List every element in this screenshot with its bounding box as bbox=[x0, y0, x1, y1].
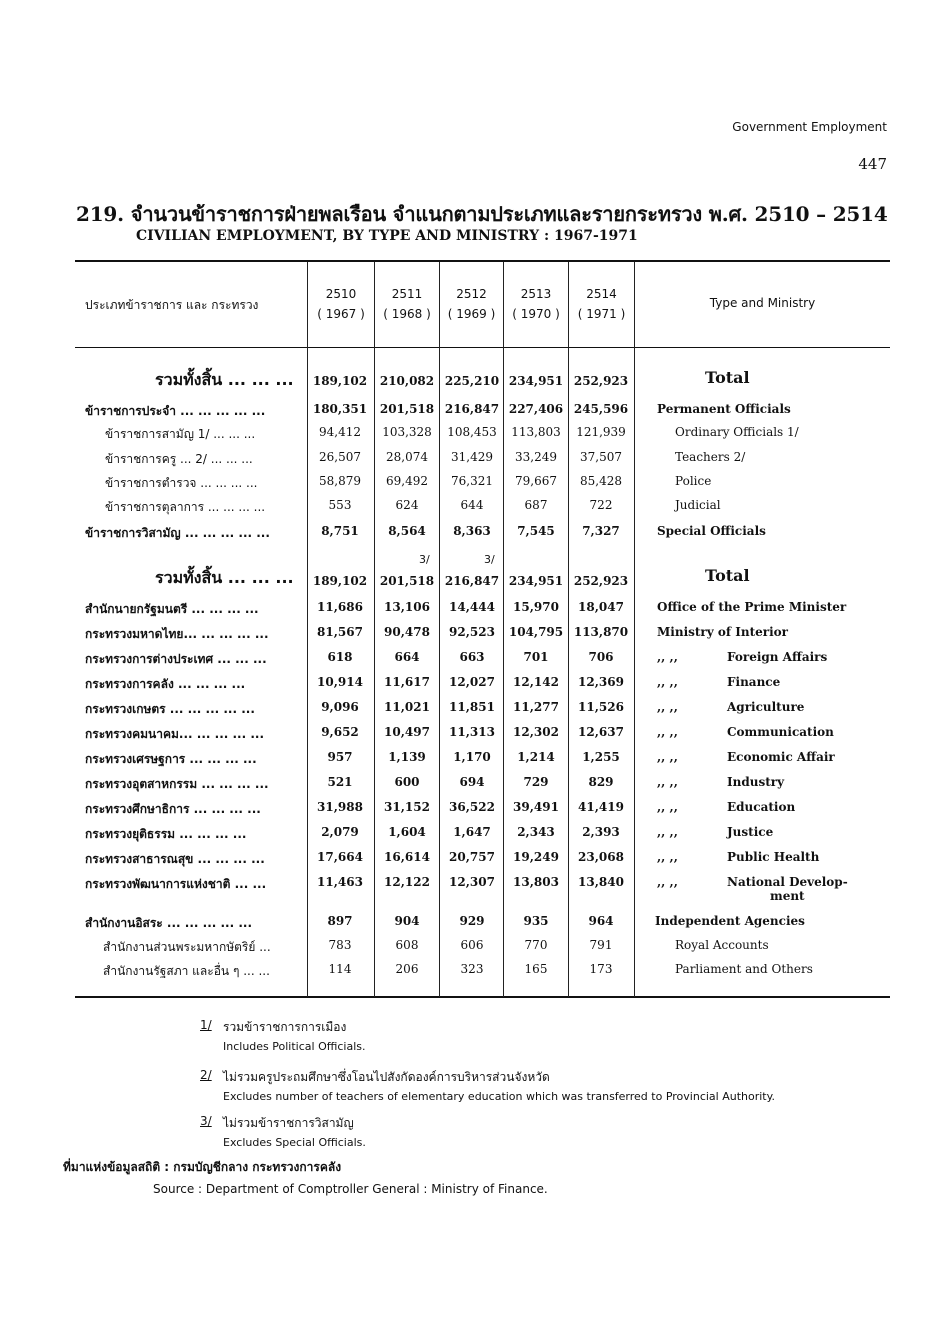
row-label-english bbox=[657, 750, 890, 764]
cell-value: 904 bbox=[394, 914, 420, 928]
row-label-thai: กระทรวงมหาดไทย... ... ... ... ... bbox=[85, 627, 269, 641]
ministry-row bbox=[75, 696, 890, 720]
year-be: 2510 bbox=[325, 287, 357, 301]
row-label-english bbox=[657, 725, 890, 739]
section-header: Government Employment bbox=[732, 120, 887, 134]
cell-value: 189,102 bbox=[312, 374, 368, 388]
footnote-english: Excludes Special Officials. bbox=[223, 1136, 366, 1149]
cell-value: 706 bbox=[588, 650, 614, 664]
cell-value: 23,068 bbox=[578, 850, 624, 864]
cell-value: 104,795 bbox=[508, 625, 564, 639]
cell-value: 2,079 bbox=[321, 825, 359, 839]
ditto-mark: ,, ,, bbox=[657, 650, 678, 664]
table-title-thai bbox=[76, 198, 896, 230]
row-label-thai: กระทรวงการต่างประเทศ ... ... ... bbox=[85, 652, 267, 666]
type-row bbox=[75, 520, 890, 544]
ministry-row bbox=[75, 596, 890, 620]
english-text: Independent Agencies bbox=[655, 914, 805, 928]
cell-value: 664 bbox=[394, 650, 420, 664]
ministry-row bbox=[75, 846, 890, 870]
row-label-english bbox=[657, 800, 890, 814]
row-label-english bbox=[657, 675, 890, 689]
english-text: Total bbox=[705, 566, 750, 585]
english-text: Judicial bbox=[675, 498, 721, 512]
cell-value: 90,478 bbox=[384, 625, 430, 639]
cell-value: 1,604 bbox=[388, 825, 426, 839]
english-text: Parliament and Others bbox=[675, 962, 813, 976]
cell-value: 94,412 bbox=[319, 425, 361, 439]
ditto-mark: ,, ,, bbox=[657, 825, 678, 839]
cell-value: 770 bbox=[524, 938, 548, 952]
english-text: Ordinary Officials 1/ bbox=[675, 425, 799, 439]
year-be: 2512 bbox=[456, 287, 487, 301]
cell-value: 606 bbox=[460, 938, 484, 952]
source-english: Source : Department of Comptroller General : Ministry of Finance. bbox=[153, 1182, 548, 1196]
row-label-english bbox=[657, 825, 890, 839]
cell-value: 13,106 bbox=[384, 600, 430, 614]
cell-value: 31,152 bbox=[384, 800, 430, 814]
year-ce: ( 1968 ) bbox=[383, 307, 431, 321]
cell-value: 12,637 bbox=[578, 725, 624, 739]
row-label-thai: ข้าราชการประจำ ... ... ... ... ... bbox=[85, 404, 266, 418]
english-text: Justice bbox=[727, 825, 774, 839]
english-text: Royal Accounts bbox=[675, 938, 769, 952]
english-text: National Develop- bbox=[727, 875, 848, 889]
cell-value: 600 bbox=[394, 775, 420, 789]
english-text: Permanent Officials bbox=[657, 402, 791, 416]
cell-value: 11,851 bbox=[449, 700, 495, 714]
cell-value: 608 bbox=[395, 938, 419, 952]
row-label-english bbox=[655, 914, 888, 928]
cell-value: 897 bbox=[327, 914, 353, 928]
cell-value: 957 bbox=[327, 750, 353, 764]
year-be: 2513 bbox=[520, 287, 552, 301]
year-ce: ( 1967 ) bbox=[317, 307, 365, 321]
header-english: Type and Ministry bbox=[709, 296, 816, 310]
cell-value: 252,923 bbox=[573, 374, 629, 388]
cell-value: 81,567 bbox=[317, 625, 363, 639]
cell-value: 701 bbox=[523, 650, 549, 664]
cell-value: 201,518 bbox=[379, 402, 435, 416]
cell-value: 12,122 bbox=[384, 875, 430, 889]
year-header bbox=[504, 284, 568, 324]
cell-value: 31,988 bbox=[317, 800, 363, 814]
cell-value: 39,491 bbox=[513, 800, 559, 814]
bottom-rule bbox=[75, 996, 890, 998]
english-text: Education bbox=[727, 800, 796, 814]
ditto-mark: ,, ,, bbox=[657, 750, 678, 764]
ministry-row bbox=[75, 821, 890, 845]
year-header bbox=[375, 284, 439, 324]
table-title-english: CIVILIAN EMPLOYMENT, BY TYPE AND MINISTRY : 1967-1971 bbox=[136, 228, 638, 244]
cell-value: 12,142 bbox=[513, 675, 559, 689]
cell-value: 20,757 bbox=[449, 850, 495, 864]
ditto-mark: ,, ,, bbox=[657, 775, 678, 789]
row-label-english bbox=[675, 498, 908, 512]
cell-value: 28,074 bbox=[386, 450, 428, 464]
english-text: Agriculture bbox=[727, 700, 805, 714]
english-text: Ministry of Interior bbox=[657, 625, 788, 639]
cell-value: 33,249 bbox=[515, 450, 557, 464]
row-label-thai: ข้าราชการสามัญ 1/ ... ... ... bbox=[105, 427, 256, 441]
year-be: 2511 bbox=[391, 287, 423, 301]
row-label-english bbox=[657, 875, 890, 903]
agency-row bbox=[75, 934, 890, 958]
cell-value: 189,102 bbox=[312, 574, 368, 588]
year-header bbox=[308, 284, 374, 324]
type-row bbox=[75, 421, 890, 445]
ministry-row bbox=[75, 746, 890, 770]
cell-value: 165 bbox=[524, 962, 548, 976]
cell-value: 8,363 bbox=[453, 524, 491, 538]
cell-value: 12,369 bbox=[578, 675, 624, 689]
title-thai-text: จำนวนข้าราชการฝ่ายพลเรือน จำแนกตามประเภทและรายกระทรวง พ.ศ. 2510 – 2514 bbox=[130, 202, 888, 226]
ministry-row bbox=[75, 671, 890, 695]
year-ce: ( 1971 ) bbox=[577, 307, 626, 321]
row-label-english bbox=[657, 600, 890, 614]
cell-value: 206 bbox=[395, 962, 419, 976]
cell-value: 19,249 bbox=[513, 850, 559, 864]
agency-row bbox=[75, 910, 890, 934]
cell-value: 521 bbox=[327, 775, 353, 789]
row-label-english bbox=[657, 625, 890, 639]
cell-value: 12,302 bbox=[513, 725, 559, 739]
cell-value: 113,870 bbox=[573, 625, 629, 639]
english-text: Finance bbox=[727, 675, 781, 689]
row-label-thai: ข้าราชการวิสามัญ ... ... ... ... ... bbox=[85, 526, 270, 540]
total-row bbox=[75, 368, 890, 392]
cell-value: 245,596 bbox=[573, 402, 629, 416]
cell-value: 12,307 bbox=[449, 875, 495, 889]
cell-value: 234,951 bbox=[508, 574, 564, 588]
ministry-total-row bbox=[75, 553, 890, 590]
cell-value: 11,313 bbox=[449, 725, 495, 739]
cell-value: 76,321 bbox=[451, 474, 493, 488]
cell-value: 964 bbox=[588, 914, 614, 928]
row-label-english bbox=[657, 524, 890, 538]
row-label-english bbox=[675, 938, 908, 952]
row-label-english bbox=[705, 368, 938, 387]
english-text: Foreign Affairs bbox=[727, 650, 828, 664]
cell-value: 201,518 bbox=[379, 574, 435, 588]
footnote-english: Includes Political Officials. bbox=[223, 1040, 366, 1053]
cell-value: 729 bbox=[523, 775, 549, 789]
row-label-thai: ข้าราชการตำรวจ ... ... ... ... bbox=[105, 476, 258, 490]
ministry-row bbox=[75, 721, 890, 745]
ministry-row bbox=[75, 771, 890, 795]
type-row bbox=[75, 398, 890, 422]
cell-value: 1,255 bbox=[582, 750, 620, 764]
english-text-cont: ment bbox=[770, 889, 805, 903]
cell-value: 11,021 bbox=[384, 700, 430, 714]
cell-value: 2,393 bbox=[582, 825, 620, 839]
english-text: Economic Affair bbox=[727, 750, 835, 764]
cell-value: 644 bbox=[460, 498, 484, 512]
page-number: 447 bbox=[858, 155, 887, 173]
header-thai: ประเภทข้าราชการ และ กระทรวง bbox=[85, 298, 259, 312]
cell-value: 624 bbox=[395, 498, 419, 512]
type-row bbox=[75, 446, 890, 470]
cell-value: 11,686 bbox=[317, 600, 363, 614]
ministry-row bbox=[75, 796, 890, 820]
cell-value: 227,406 bbox=[508, 402, 564, 416]
row-label-thai: กระทรวงพัฒนาการแห่งชาติ ... ... bbox=[85, 877, 267, 891]
cell-value: 2,343 bbox=[517, 825, 555, 839]
cell-value: 1,647 bbox=[453, 825, 491, 839]
row-label-thai: รวมทั้งสิ้น ... ... ... bbox=[155, 370, 294, 389]
english-text: Public Health bbox=[727, 850, 820, 864]
cell-value: 791 bbox=[589, 938, 613, 952]
english-text: Police bbox=[675, 474, 712, 488]
cell-value: 15,970 bbox=[513, 600, 559, 614]
cell-value: 14,444 bbox=[449, 600, 495, 614]
english-text: Office of the Prime Minister bbox=[657, 600, 847, 614]
row-label-english bbox=[657, 402, 890, 416]
cell-value: 85,428 bbox=[580, 474, 622, 488]
cell-value: 225,210 bbox=[444, 374, 500, 388]
cell-value: 41,419 bbox=[578, 800, 624, 814]
row-label-thai: กระทรวงเศรษฐการ ... ... ... ... bbox=[85, 752, 257, 766]
cell-value: 11,277 bbox=[513, 700, 559, 714]
cell-value: 8,751 bbox=[321, 524, 359, 538]
cell-value: 58,879 bbox=[319, 474, 361, 488]
row-label-english bbox=[657, 650, 890, 664]
cell-value: 37,507 bbox=[580, 450, 622, 464]
cell-value: 13,840 bbox=[578, 875, 624, 889]
cell-value: 216,847 bbox=[444, 402, 500, 416]
cell-value: 234,951 bbox=[508, 374, 564, 388]
cell-value: 121,939 bbox=[576, 425, 626, 439]
row-label-thai: ข้าราชการครู ... 2/ ... ... ... bbox=[105, 452, 253, 466]
source-thai: ที่มาแห่งข้อมูลสถิติ : กรมบัญชีกลาง กระทรวงการคลัง bbox=[63, 1160, 342, 1174]
ministry-row bbox=[75, 871, 890, 903]
english-text: Special Officials bbox=[657, 524, 766, 538]
ditto-mark: ,, ,, bbox=[657, 875, 678, 889]
cell-value: 8,564 bbox=[388, 524, 426, 538]
cell-value: 31,429 bbox=[451, 450, 493, 464]
footnote-mark: 3/ bbox=[419, 553, 430, 566]
ministry-row bbox=[75, 646, 890, 670]
ministry-row bbox=[75, 621, 890, 645]
year-ce: ( 1970 ) bbox=[512, 307, 560, 321]
cell-value: 16,614 bbox=[384, 850, 430, 864]
cell-value: 113,803 bbox=[511, 425, 561, 439]
cell-value: 929 bbox=[459, 914, 485, 928]
cell-value: 216,847 bbox=[444, 574, 500, 588]
cell-value: 553 bbox=[328, 498, 352, 512]
cell-value: 618 bbox=[327, 650, 353, 664]
cell-value: 722 bbox=[589, 498, 613, 512]
row-label-thai: สำนักงานรัฐสภา และอื่น ๆ ... ... bbox=[103, 964, 270, 978]
cell-value: 7,327 bbox=[582, 524, 620, 538]
cell-value: 11,526 bbox=[578, 700, 624, 714]
row-label-thai: สำนักงานอิสระ ... ... ... ... ... bbox=[85, 916, 253, 930]
footnote-thai: รวมข้าราชการการเมือง bbox=[223, 1020, 347, 1034]
cell-value: 17,664 bbox=[317, 850, 363, 864]
footnote-mark: 2/ bbox=[200, 1068, 212, 1082]
cell-value: 694 bbox=[459, 775, 485, 789]
type-row bbox=[75, 494, 890, 518]
english-text: Total bbox=[705, 368, 750, 387]
cell-value: 103,328 bbox=[382, 425, 432, 439]
cell-value: 92,523 bbox=[449, 625, 495, 639]
cell-value: 11,463 bbox=[317, 875, 363, 889]
cell-value: 210,082 bbox=[379, 374, 435, 388]
cell-value: 79,667 bbox=[515, 474, 557, 488]
cell-value: 252,923 bbox=[573, 574, 629, 588]
cell-value: 935 bbox=[523, 914, 549, 928]
footnote-mark: 3/ bbox=[484, 553, 495, 566]
footnote-thai: ไม่รวมครูประถมศึกษาซึ่งโอนไปสังกัดองค์การบริหารส่วนจังหวัด bbox=[223, 1070, 550, 1084]
year-ce: ( 1969 ) bbox=[447, 307, 496, 321]
ditto-mark: ,, ,, bbox=[657, 675, 678, 689]
cell-value: 687 bbox=[524, 498, 548, 512]
cell-value: 114 bbox=[328, 962, 352, 976]
row-label-english bbox=[657, 700, 890, 714]
agency-row bbox=[75, 958, 890, 982]
cell-value: 26,507 bbox=[319, 450, 361, 464]
year-be: 2514 bbox=[586, 287, 617, 301]
cell-value: 18,047 bbox=[578, 600, 624, 614]
year-header bbox=[440, 284, 503, 324]
english-text: Communication bbox=[727, 725, 834, 739]
row-label-english bbox=[675, 425, 908, 439]
row-label-thai: กระทรวงเกษตร ... ... ... ... ... bbox=[85, 702, 255, 716]
row-label-thai: ข้าราชการตุลาการ ... ... ... ... bbox=[105, 500, 266, 514]
row-label-english bbox=[657, 850, 890, 864]
cell-value: 9,652 bbox=[321, 725, 359, 739]
row-label-english bbox=[705, 566, 938, 585]
row-label-english bbox=[675, 474, 908, 488]
cell-value: 663 bbox=[459, 650, 485, 664]
cell-value: 7,545 bbox=[517, 524, 555, 538]
cell-value: 1,170 bbox=[453, 750, 491, 764]
cell-value: 9,096 bbox=[321, 700, 359, 714]
footnote-thai: ไม่รวมข้าราชการวิสามัญ bbox=[223, 1116, 354, 1130]
row-label-thai: สำนักนายกรัฐมนตรี ... ... ... ... bbox=[85, 602, 259, 616]
cell-value: 180,351 bbox=[312, 402, 368, 416]
cell-value: 783 bbox=[328, 938, 352, 952]
row-label-thai: กระทรวงยุติธรรม ... ... ... ... bbox=[85, 827, 247, 841]
cell-value: 13,803 bbox=[513, 875, 559, 889]
cell-value: 323 bbox=[460, 962, 484, 976]
footnote-mark: 3/ bbox=[200, 1114, 212, 1128]
cell-value: 1,214 bbox=[517, 750, 555, 764]
row-label-english bbox=[675, 962, 908, 976]
row-label-thai: กระทรวงศึกษาธิการ ... ... ... ... bbox=[85, 802, 261, 816]
row-label-thai: กระทรวงอุตสาหกรรม ... ... ... ... bbox=[85, 777, 269, 791]
type-row bbox=[75, 470, 890, 494]
ditto-mark: ,, ,, bbox=[657, 700, 678, 714]
english-text: Teachers 2/ bbox=[675, 450, 746, 464]
ditto-mark: ,, ,, bbox=[657, 725, 678, 739]
cell-value: 10,914 bbox=[317, 675, 363, 689]
footnote-mark: 1/ bbox=[200, 1018, 212, 1032]
row-label-english bbox=[657, 775, 890, 789]
cell-value: 12,027 bbox=[449, 675, 495, 689]
cell-value: 108,453 bbox=[447, 425, 497, 439]
ditto-mark: ,, ,, bbox=[657, 850, 678, 864]
row-label-thai: กระทรวงคมนาคม... ... ... ... ... bbox=[85, 727, 265, 741]
row-label-english bbox=[675, 450, 908, 464]
row-label-thai: กระทรวงสาธารณสุข ... ... ... ... bbox=[85, 852, 265, 866]
cell-value: 1,139 bbox=[388, 750, 426, 764]
cell-value: 36,522 bbox=[449, 800, 495, 814]
row-label-thai: กระทรวงการคลัง ... ... ... ... bbox=[85, 677, 246, 691]
header-rule bbox=[75, 347, 890, 348]
english-text: Industry bbox=[727, 775, 785, 789]
table-number: 219. bbox=[76, 202, 124, 226]
footnote-english: Excludes number of teachers of elementary education which was transferred to Provincial Authority. bbox=[223, 1090, 776, 1103]
cell-value: 11,617 bbox=[384, 675, 430, 689]
top-rule bbox=[75, 260, 890, 262]
cell-value: 69,492 bbox=[386, 474, 428, 488]
year-header bbox=[569, 284, 634, 324]
ditto-mark: ,, ,, bbox=[657, 800, 678, 814]
cell-value: 829 bbox=[588, 775, 614, 789]
cell-value: 173 bbox=[589, 962, 613, 976]
row-label-thai: สำนักงานส่วนพระมหากษัตริย์ ... bbox=[103, 940, 271, 954]
row-label-thai: รวมทั้งสิ้น ... ... ... bbox=[155, 568, 294, 587]
cell-value: 10,497 bbox=[384, 725, 430, 739]
